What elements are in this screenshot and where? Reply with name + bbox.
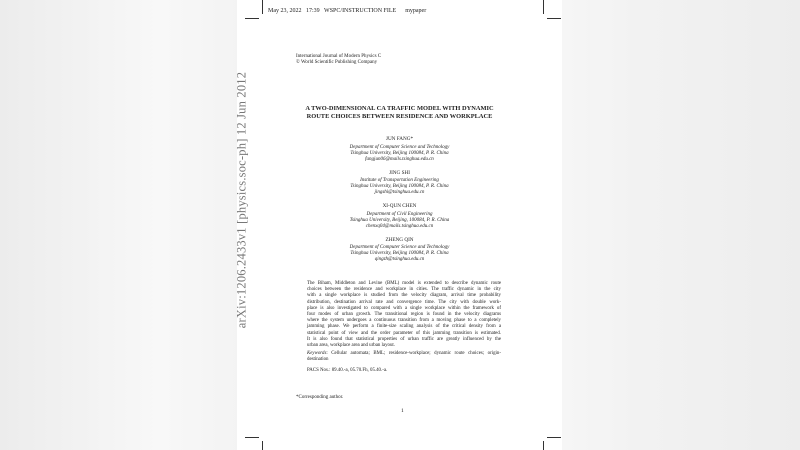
crop-mark — [543, 0, 544, 14]
author-email: fangjun06@mails.tsinghua.edu.cn — [365, 156, 434, 162]
author-email: jingshi@tsinghua.edu.cn — [374, 190, 425, 195]
page-number: 1 — [401, 408, 404, 414]
author-affiliation: Tsinghua University, Beijing 100084, P. R. China — [350, 150, 449, 156]
author-email: qingzh@tsinghua.edu.cn — [374, 257, 425, 262]
abstract-line: four modes of urban growth. The transitional region is found in the velocity diagrams — [307, 312, 501, 317]
author-name: JING SHI — [389, 169, 410, 176]
author-affiliation: Tsinghua University, Beijing, 100084, P. R. China — [349, 217, 450, 223]
abstract-line: distribution, destination arrival rate and convergence time. The city with double work- — [307, 299, 501, 305]
crop-mark — [547, 437, 561, 438]
author-affiliation: Department of Computer Science and Technology — [349, 245, 450, 250]
abstract-line: The Biham, Middleton and Levine (BML) model is extended to describe dynamic route — [307, 281, 501, 286]
arxiv-stamp: arXiv:1206.2433v1 [physics.soc-ph] 12 Jun 2012 — [234, 71, 249, 329]
keywords-text: Cellular automata; BML; residence-workplace; dynamic route choices; origin- — [331, 351, 501, 356]
crop-mark — [245, 18, 259, 19]
abstract-line: statistical point of view and the order parameter of this jamming transition is estimated. — [307, 330, 501, 336]
abstract-line: It is also found that statistical properties of urban traffic are greatly influenced by the — [307, 336, 501, 342]
abstract-line: with a single workplace is studied from the velocity diagram, arrival time probability — [307, 293, 501, 299]
crop-mark — [547, 18, 561, 19]
author-affiliation: Tsinghua University, Beijing 100084, P. R. China — [350, 184, 449, 189]
crop-mark — [543, 441, 544, 450]
author-name: XI-QUN CHEN — [382, 203, 417, 209]
author-affiliation: Institute of Transportation Engineering — [360, 178, 439, 183]
journal-name: International Journal of Modern Physics C — [296, 54, 382, 59]
author-affiliation: Department of Civil Engineering — [366, 211, 433, 217]
author-affiliation: Department of Computer Science and Technology — [349, 144, 450, 150]
crop-mark — [262, 441, 263, 450]
paper-title-line: A TWO-DIMENSIONAL CA TRAFFIC MODEL WITH DYNAMIC — [305, 105, 494, 112]
abstract-line: choices between the residence and workplace in cities. The traffic dynamic in the city — [307, 287, 501, 293]
running-head: May 23, 2022 17:39 WSPC/INSTRUCTION FILE mypaper — [268, 8, 427, 14]
keywords-line — [307, 352, 501, 357]
crop-mark — [262, 0, 263, 14]
pacs-numbers: PACS Nos.: 89.40.-a, 05.70.Fh, 05.40.-a. — [307, 368, 388, 373]
paper-title-line: ROUTE CHOICES BETWEEN RESIDENCE AND WORKPLACE — [306, 113, 493, 120]
abstract-line: urban area, workplace area and urban layout. — [307, 343, 395, 348]
author-affiliation: Tsinghua University, Beijing 100084, P. R. China — [350, 251, 449, 256]
author-name: JUN FANG* — [385, 136, 414, 142]
author-name: ZHENG QIN — [385, 236, 414, 243]
crop-mark — [245, 437, 259, 438]
keywords-label: Keywords — [307, 351, 327, 356]
author-email: chenxq04@mails.tsinghua.edu.cn — [365, 223, 434, 229]
keywords-line: destination — [307, 357, 329, 363]
abstract-line: place is also investigated to compared with a single workplace within the framework of — [307, 305, 501, 311]
keywords-colon: : — [326, 351, 332, 356]
footnote: *Corresponding author. — [296, 394, 344, 400]
abstract-line: where the system undergoes a continuous transition from a moving phase to a completely — [307, 318, 501, 324]
publisher: © World Scientific Publishing Company — [296, 60, 378, 65]
abstract-line: jamming phase. We perform a finite-size scaling analysis of the critical density from a — [307, 324, 501, 330]
